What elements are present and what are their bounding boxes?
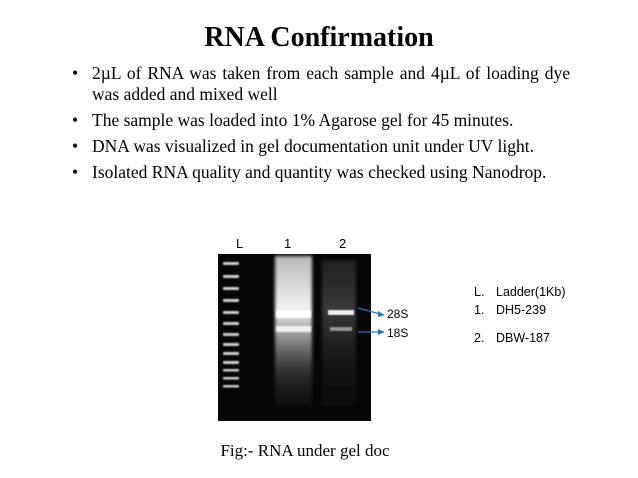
gel-image xyxy=(218,254,371,421)
bullet-item: • Isolated RNA quality and quantity was checked using Nanodrop. xyxy=(70,162,570,183)
bullet-item: • DNA was visualized in gel documentation unit under UV light. xyxy=(70,136,570,157)
band-arrows xyxy=(358,306,386,336)
lane-legend xyxy=(474,283,566,347)
legend-item: L. Ladder(1Kb) xyxy=(474,285,566,299)
slide-title: RNA Confirmation xyxy=(204,22,434,53)
lane-label-2: 2 xyxy=(339,236,347,251)
lane-label-1: 1 xyxy=(284,236,292,251)
band-label-18s: 18S xyxy=(387,326,409,340)
legend-item: 2. DBW-187 xyxy=(474,331,550,345)
lane-label-ladder: L xyxy=(236,236,244,251)
bullet-item: • The sample was loaded into 1% Agarose gel for 45 minutes. xyxy=(70,110,570,131)
bullet-item: • 2µL of RNA was taken from each sample and 4µL of loading dye was added and mixed well xyxy=(70,63,570,105)
gel-photo xyxy=(218,254,371,421)
bullet-list xyxy=(70,63,570,188)
band-label-28s: 28S xyxy=(387,307,409,321)
figure-caption: Fig:- RNA under gel doc xyxy=(220,441,390,460)
lane-2-smear xyxy=(322,260,356,405)
legend-item: 1. DH5-239 xyxy=(474,303,547,317)
